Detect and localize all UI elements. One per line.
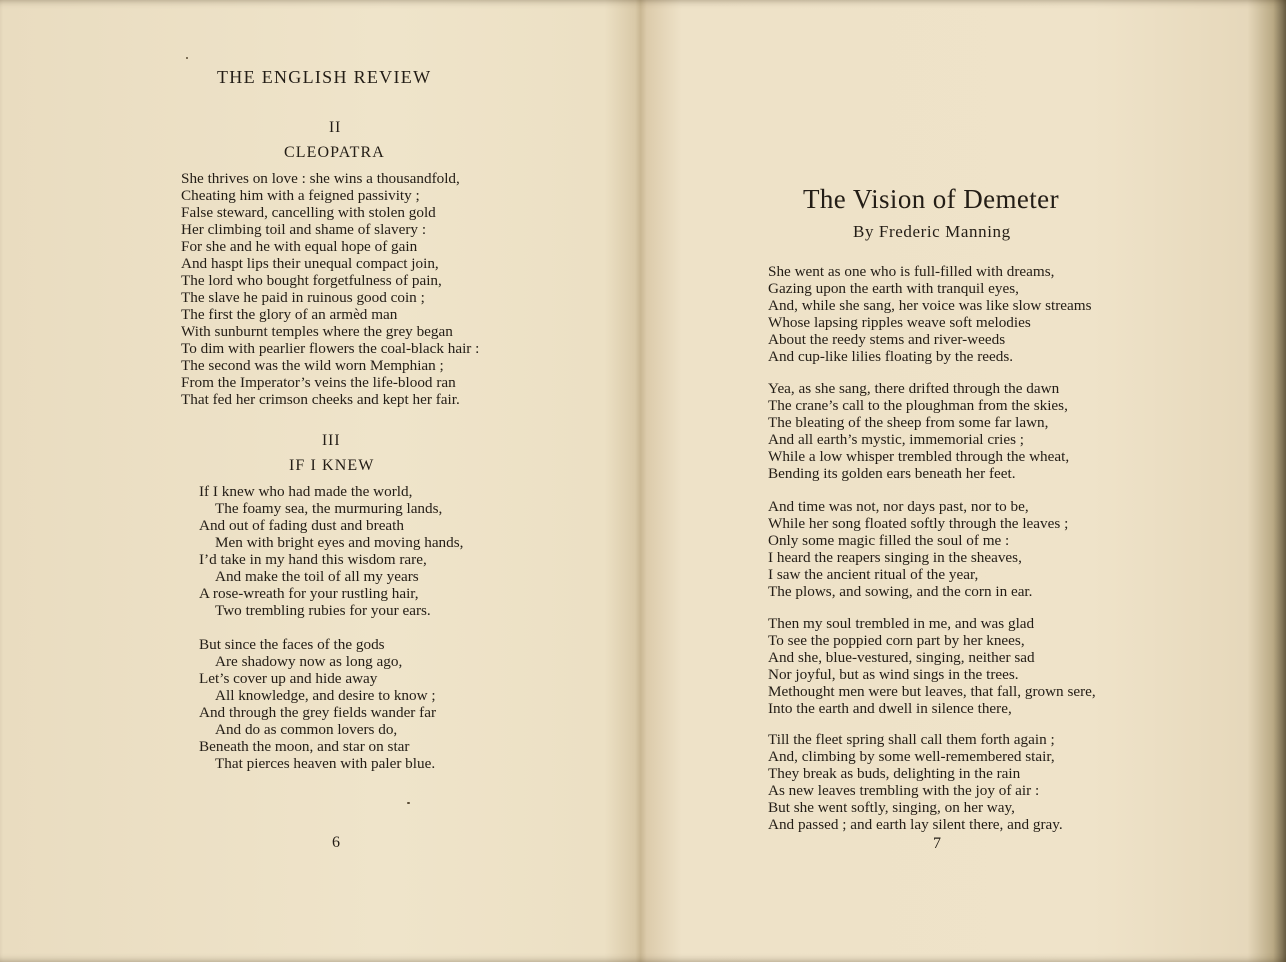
poem-line: The first the glory of an armèd man — [181, 306, 398, 323]
demeter-stanza-2 — [768, 380, 1069, 482]
section-title-cleopatra: CLEOPATRA — [284, 144, 385, 161]
poem-line: The foamy sea, the murmuring lands, — [215, 500, 443, 517]
ink-speck — [186, 57, 188, 59]
demeter-stanza-1 — [768, 263, 1092, 365]
poem-line: Men with bright eyes and moving hands, — [215, 534, 464, 551]
poem-line: Are shadowy now as long ago, — [215, 653, 403, 670]
poem-line: But since the faces of the gods — [199, 636, 385, 653]
poem-line: If I knew who had made the world, — [199, 483, 413, 500]
poem-byline: By Frederic Manning — [853, 222, 1011, 241]
poem-line: And haspt lips their unequal compact join, — [181, 255, 439, 272]
right-page — [640, 0, 1286, 962]
poem-line: Bending its golden ears beneath her feet. — [768, 465, 1016, 482]
poem-line: And she, blue-vestured, singing, neither sad — [768, 649, 1035, 666]
poem-title: The Vision of Demeter — [803, 184, 1059, 214]
poem-line: And, while she sang, her voice was like slow streams — [768, 297, 1092, 314]
demeter-stanza-4 — [768, 615, 1096, 717]
poem-line: With sunburnt temples where the grey began — [181, 323, 453, 340]
poem-line: A rose-wreath for your rustling hair, — [199, 585, 419, 602]
poem-line: Nor joyful, but as wind sings in the trees. — [768, 666, 1019, 683]
poem-line: They break as buds, delighting in the rain — [768, 765, 1021, 782]
poem-line: For she and he with equal hope of gain — [181, 238, 418, 255]
poem-line: While a low whisper trembled through the wheat, — [768, 448, 1070, 465]
demeter-stanza-3 — [768, 498, 1068, 600]
poem-line: False steward, cancelling with stolen gold — [181, 204, 436, 221]
poem-line: Let’s cover up and hide away — [199, 670, 378, 687]
cleopatra-stanza — [181, 170, 479, 408]
poem-line: The crane’s call to the ploughman from the skies, — [768, 397, 1068, 414]
poem-line: Her climbing toil and shame of slavery : — [181, 221, 427, 238]
poem-line: To dim with pearlier flowers the coal-black hair : — [181, 340, 480, 357]
poem-line: And through the grey fields wander far — [199, 704, 437, 721]
poem-line: While her song floated softly through the leaves ; — [768, 515, 1069, 532]
poem-line: As new leaves trembling with the joy of air : — [768, 782, 1040, 799]
poem-line: About the reedy stems and river-weeds — [768, 331, 1006, 348]
poem-line: And out of fading dust and breath — [199, 517, 404, 534]
poem-line: And time was not, nor days past, nor to be, — [768, 498, 1029, 515]
poem-line: The second was the wild worn Memphian ; — [181, 357, 444, 374]
poem-line: The slave he paid in ruinous good coin ; — [181, 289, 425, 306]
poem-line: I heard the reapers singing in the sheaves, — [768, 549, 1022, 566]
poem-line: Till the fleet spring shall call them forth again ; — [768, 731, 1055, 748]
poem-line: And do as common lovers do, — [215, 721, 398, 738]
poem-line: Whose lapsing ripples weave soft melodies — [768, 314, 1031, 331]
section-number-ii: II — [329, 119, 342, 136]
poem-line: Two trembling rubies for your ears. — [215, 602, 431, 619]
running-head: THE ENGLISH REVIEW — [217, 67, 432, 87]
poem-line: The plows, and sowing, and the corn in ear. — [768, 583, 1033, 600]
poem-line: Into the earth and dwell in silence there, — [768, 700, 1012, 717]
poem-line: That pierces heaven with paler blue. — [215, 755, 436, 772]
left-page — [0, 0, 640, 962]
poem-line: And cup-like lilies floating by the reeds. — [768, 348, 1014, 365]
poem-line: Then my soul trembled in me, and was glad — [768, 615, 1035, 632]
poem-line: And passed ; and earth lay silent there, and gray. — [768, 816, 1063, 833]
poem-line: To see the poppied corn part by her knees, — [768, 632, 1025, 649]
poem-line: From the Imperator’s veins the life-blood ran — [181, 374, 456, 391]
if-i-knew-stanza-1 — [199, 483, 463, 619]
poem-line: I saw the ancient ritual of the year, — [768, 566, 979, 583]
ink-speck — [407, 802, 410, 804]
poem-line: Yea, as she sang, there drifted through the dawn — [768, 380, 1060, 397]
section-number-iii: III — [322, 432, 341, 449]
poem-line: She thrives on love : she wins a thousandfold, — [181, 170, 460, 187]
if-i-knew-stanza-2 — [199, 636, 436, 772]
poem-line: Only some magic filled the soul of me : — [768, 532, 1010, 549]
poem-line: And, climbing by some well-remembered stair, — [768, 748, 1055, 765]
poem-line: The lord who bought forgetfulness of pain, — [181, 272, 442, 289]
section-title-if-i-knew: IF I KNEW — [289, 457, 375, 474]
page-number-right: 7 — [933, 835, 941, 852]
poem-line: She went as one who is full-filled with dreams, — [768, 263, 1055, 280]
poem-line: I’d take in my hand this wisdom rare, — [199, 551, 427, 568]
poem-line: Gazing upon the earth with tranquil eyes, — [768, 280, 1019, 297]
poem-line: Methought men were but leaves, that fall, grown sere, — [768, 683, 1096, 700]
poem-line: But she went softly, singing, on her way, — [768, 799, 1015, 816]
poem-line: That fed her crimson cheeks and kept her fair. — [181, 391, 460, 408]
poem-line: All knowledge, and desire to know ; — [215, 687, 436, 704]
demeter-stanza-5 — [768, 731, 1063, 833]
poem-line: The bleating of the sheep from some far lawn, — [768, 414, 1049, 431]
poem-line: Beneath the moon, and star on star — [199, 738, 410, 755]
page-number-left: 6 — [332, 834, 340, 851]
poem-line: And make the toil of all my years — [215, 568, 419, 585]
poem-line: Cheating him with a feigned passivity ; — [181, 187, 420, 204]
poem-line: And all earth’s mystic, immemorial cries ; — [768, 431, 1025, 448]
